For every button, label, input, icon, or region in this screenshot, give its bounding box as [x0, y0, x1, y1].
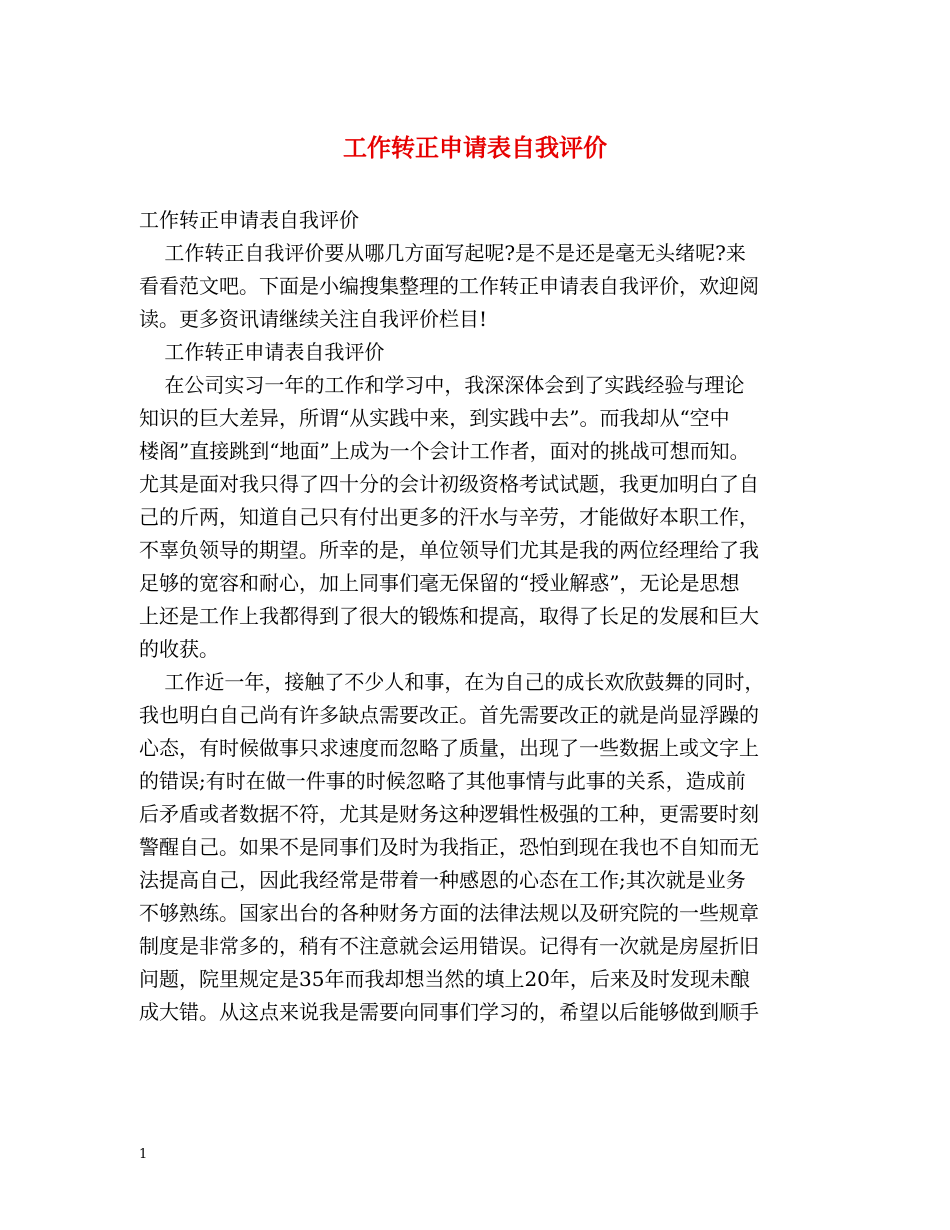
body-line: 知识的巨大差异，所谓“从实践中来，到实践中去”。而我却从“空中 — [139, 406, 730, 430]
body-line: 工作近一年，接触了不少人和事，在为自己的成长欢欣鼓舞的同时， — [139, 670, 765, 694]
body-line: 后矛盾或者数据不符，尤其是财务这种逻辑性极强的工种，更需要时刻 — [139, 802, 759, 826]
document-title: 工作转正申请表自我评价 — [343, 133, 607, 162]
body-line: 问题，院里规定是35年而我却想当然的填上20年，后来及时发现未酿 — [139, 967, 750, 991]
document-body — [139, 204, 815, 1029]
body-line: 心态，有时候做事只求速度而忽略了质量，出现了一些数据上或文字上 — [139, 736, 759, 760]
body-line: 的收获。 — [139, 637, 219, 661]
body-line: 尤其是面对我只得了四十分的会计初级资格考试试题，我更加明白了自 — [139, 472, 759, 496]
body-line: 足够的宽容和耐心，加上同事们毫无保留的“授业解惑”，无论是思想 — [139, 571, 740, 595]
body-line: 的错误;有时在做一件事的时候忽略了其他事情与此事的关系，造成前 — [139, 769, 746, 793]
page-number: 1 — [139, 1147, 148, 1162]
body-line: 不够熟练。国家出台的各种财务方面的法律法规以及研究院的一些规章 — [139, 901, 759, 925]
body-line: 工作转正自我评价要从哪几方面写起呢?是不是还是毫无头绪呢?来 — [139, 241, 746, 265]
body-line: 我也明白自己尚有许多缺点需要改正。首先需要改正的就是尚显浮躁的 — [139, 703, 759, 727]
body-line: 读。更多资讯请继续关注自我评价栏目! — [139, 307, 488, 331]
body-line: 不辜负领导的期望。所幸的是，单位领导们尤其是我的两位经理给了我 — [139, 538, 759, 562]
body-line: 在公司实习一年的工作和学习中，我深深体会到了实践经验与理论 — [139, 373, 745, 397]
body-line: 楼阁”直接跳到“地面”上成为一个会计工作者，面对的挑战可想而知。 — [139, 439, 750, 463]
body-line: 看看范文吧。下面是小编搜集整理的工作转正申请表自我评价，欢迎阅 — [139, 274, 759, 298]
body-line: 己的斤两，知道自己只有付出更多的汗水与辛劳，才能做好本职工作， — [139, 505, 759, 529]
body-line: 工作转正申请表自我评价 — [139, 208, 359, 232]
body-line: 上还是工作上我都得到了很大的锻炼和提高，取得了长足的发展和巨大 — [139, 604, 759, 628]
body-line: 警醒自己。如果不是同事们及时为我指正，恐怕到现在我也不自知而无 — [139, 835, 759, 859]
body-line: 成大错。从这点来说我是需要向同事们学习的，希望以后能够做到顺手 — [139, 1000, 759, 1024]
body-line: 法提高自己，因此我经常是带着一种感恩的心态在工作;其次就是业务 — [139, 868, 746, 892]
body-line: 工作转正申请表自我评价 — [139, 340, 385, 364]
body-line: 制度是非常多的，稍有不注意就会运用错误。记得有一次就是房屋折旧 — [139, 934, 759, 958]
